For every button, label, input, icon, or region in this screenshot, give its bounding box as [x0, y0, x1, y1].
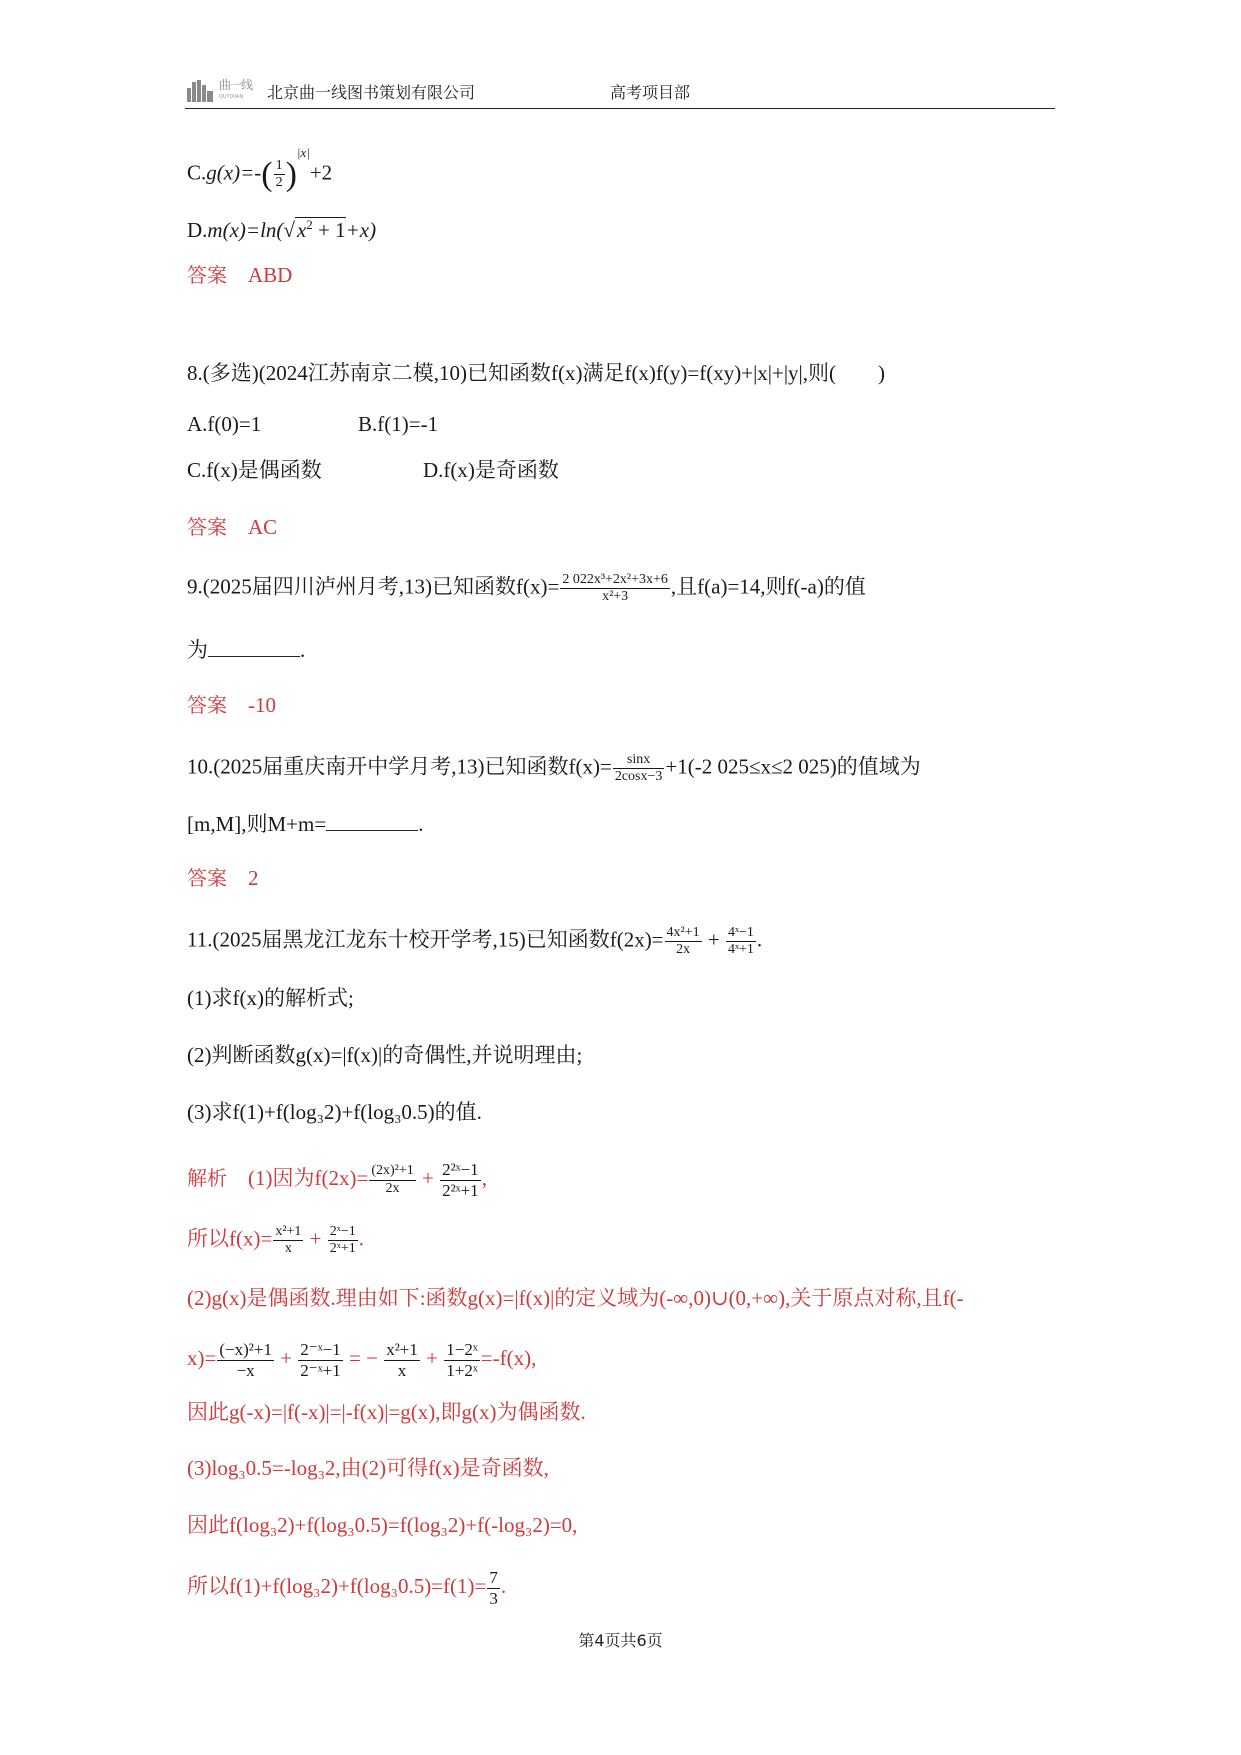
- q7-c-fraction: $\frac{1}{2}$: [275, 158, 283, 191]
- q8-option-c: C.f(x)是偶函数: [187, 458, 322, 482]
- answer-value: ABD: [248, 263, 293, 287]
- answer-label: 答案: [187, 515, 227, 539]
- q10-answer-blank[interactable]: [326, 812, 418, 831]
- solution-line-1: 解析 (1)因为f(2x)= $\frac{\text{(2x)²+1}}{2x}$ + $\frac{\text{2²ˣ−1}}{\text{2²ˣ+1}}$ ,: [187, 1160, 487, 1200]
- solution-line-3: (2)g(x)是偶函数.理由如下:函数g(x)=|f(x)|的定义域为(-∞,0)∪(0,+∞),关于原点对称,且f(-: [187, 1286, 964, 1310]
- solution-line-7: 因此f(log₃2)+f(log₃0.5)=f(log₃2)+f(-log₃2)=0,: [187, 1513, 578, 1537]
- solution-line-4: x)= $\frac{\text{(−x)²+1}}{-x}$ + $\frac{\text{2⁻ˣ−1}}{\text{2⁻ˣ+1}}$ = − $\frac{\text{x²+1}}{x}$ + $\frac{\text{1−2ˣ}}{\text{1+2ˣ}}$ =-f(x),: [187, 1340, 537, 1380]
- answer-value: -10: [248, 693, 276, 717]
- q11-part-3: (3)求f(1)+f(log₃2)+f(log₃0.5)的值.: [187, 1100, 482, 1124]
- solution-line-5: 因此g(-x)=|f(-x)|=|-f(x)|=g(x),即g(x)为偶函数.: [187, 1400, 586, 1424]
- q7-answer: [187, 265, 292, 286]
- sol-l8-fraction: $\frac{7}{3}$: [489, 1568, 498, 1608]
- company-name: 北京曲一线图书策划有限公司: [267, 83, 476, 102]
- q8-answer: [187, 517, 277, 538]
- q9-answer-blank[interactable]: [208, 638, 300, 657]
- answer-label: 答案: [187, 263, 227, 287]
- sol-l1-fraction-1: $\frac{\text{(2x)²+1}}{2x}$: [371, 1163, 414, 1196]
- sol-l4-fraction-1: $\frac{\text{(−x)²+1}}{-x}$: [219, 1340, 272, 1380]
- q11-fraction-1: $\frac{\text{4x²+1}}{2x}$: [666, 925, 700, 958]
- answer-label: 答案: [187, 866, 227, 890]
- q8-option-b: B.f(1)=-1: [358, 412, 439, 436]
- q10-stem: 10.(2025届重庆南开中学月考,13)已知函数f(x)= $\frac{\sin x}{2\cos x-3}$ +1(-2 025≤x≤2 025)的值域为: [187, 752, 921, 785]
- q7-option-c-expr: g(x)=-: [206, 160, 262, 185]
- sol-l1-fraction-2: $\frac{\text{2²ˣ−1}}{\text{2²ˣ+1}}$: [442, 1160, 479, 1200]
- q9-stem: 9.(2025届四川泸州月考,13)已知函数f(x)= $\frac{\text{2 022x³+2x²+3x+6}}{\text{x²+3}}$ ,且f(a)=14,则f(-a)的值: [187, 572, 866, 605]
- solution-line-6: (3)log₃0.5=-log₃2,由(2)可得f(x)是奇函数,: [187, 1456, 549, 1480]
- q11-part-2: (2)判断函数g(x)=|f(x)|的奇偶性,并说明理由;: [187, 1043, 583, 1067]
- q11-stem: 11.(2025届黑龙江龙东十校开学考,15)已知函数f(2x)= $\frac{\text{4x²+1}}{2x}$ + $\frac{\text{4ˣ−1}}{\text{4ˣ+1}}$ .: [187, 925, 763, 958]
- logo-brand: 曲一线: [219, 78, 253, 92]
- q7-option-c: C.g(x)=-( $\frac{1}{2}$ )$^{|x|}$+2: [187, 145, 333, 193]
- q9-answer: [187, 695, 276, 716]
- q8-stem: 8.(多选)(2024江苏南京二模,10)已知函数f(x)满足f(x)f(y)=f(xy)+|x|+|y|,则( ): [187, 361, 885, 385]
- q11-part-1: (1)求f(x)的解析式;: [187, 986, 354, 1010]
- solution-label: 解析: [187, 1165, 227, 1190]
- q8-option-a: A.f(0)=1: [187, 412, 262, 436]
- answer-label: 答案: [187, 693, 227, 717]
- sol-l4-fraction-2: $\frac{\text{2⁻ˣ−1}}{\text{2⁻ˣ+1}}$: [300, 1340, 341, 1380]
- publisher-logo: [187, 76, 265, 104]
- page-number: 第4页共6页: [578, 1631, 663, 1650]
- q9-fraction: $\frac{\text{2 022x³+2x²+3x+6}}{\text{x²+3}}$: [562, 572, 668, 605]
- q10-line2: [m,M],则M+m= .: [187, 812, 424, 836]
- sol-l2-fraction-2: $\frac{\text{2ˣ−1}}{\text{2ˣ+1}}$: [329, 1224, 356, 1257]
- logo-bars-icon: [187, 80, 215, 102]
- q10-fraction: $\frac{\sin x}{2\cos x-3}$: [614, 752, 663, 785]
- department-name: 高考项目部: [610, 83, 691, 102]
- q8-option-d: D.f(x)是奇函数: [423, 458, 559, 482]
- q7-d-sqrt: $x^2 + 1$: [296, 217, 346, 242]
- answer-value: 2: [248, 866, 259, 890]
- logo-subtitle: QUYIXIAN: [219, 94, 244, 100]
- page-header: [185, 72, 1055, 109]
- q11-fraction-2: $\frac{\text{4ˣ−1}}{\text{4ˣ+1}}$: [727, 925, 754, 958]
- answer-value: AC: [248, 515, 278, 539]
- sol-l4-fraction-4: $\frac{\text{1−2ˣ}}{\text{1+2ˣ}}$: [446, 1340, 478, 1380]
- q7-option-d: $D.m(x)=\ln(√x^2 + 1+x)$: [187, 217, 377, 242]
- solution-line-2: 所以f(x)= $\frac{\text{x²+1}}{x}$ + $\frac{\text{2ˣ−1}}{\text{2ˣ+1}}$ .: [187, 1224, 364, 1257]
- page-footer: [0, 1628, 1241, 1651]
- sol-l2-fraction-1: $\frac{\text{x²+1}}{x}$: [275, 1224, 302, 1257]
- q10-answer: [187, 868, 259, 889]
- sol-l4-fraction-3: $\frac{\text{x²+1}}{x}$: [386, 1340, 418, 1380]
- solution-line-8: 所以f(1)+f(log₃2)+f(log₃0.5)=f(1)= $\frac{7}{3}$ .: [187, 1568, 507, 1608]
- q9-line2: 为 .: [187, 638, 306, 662]
